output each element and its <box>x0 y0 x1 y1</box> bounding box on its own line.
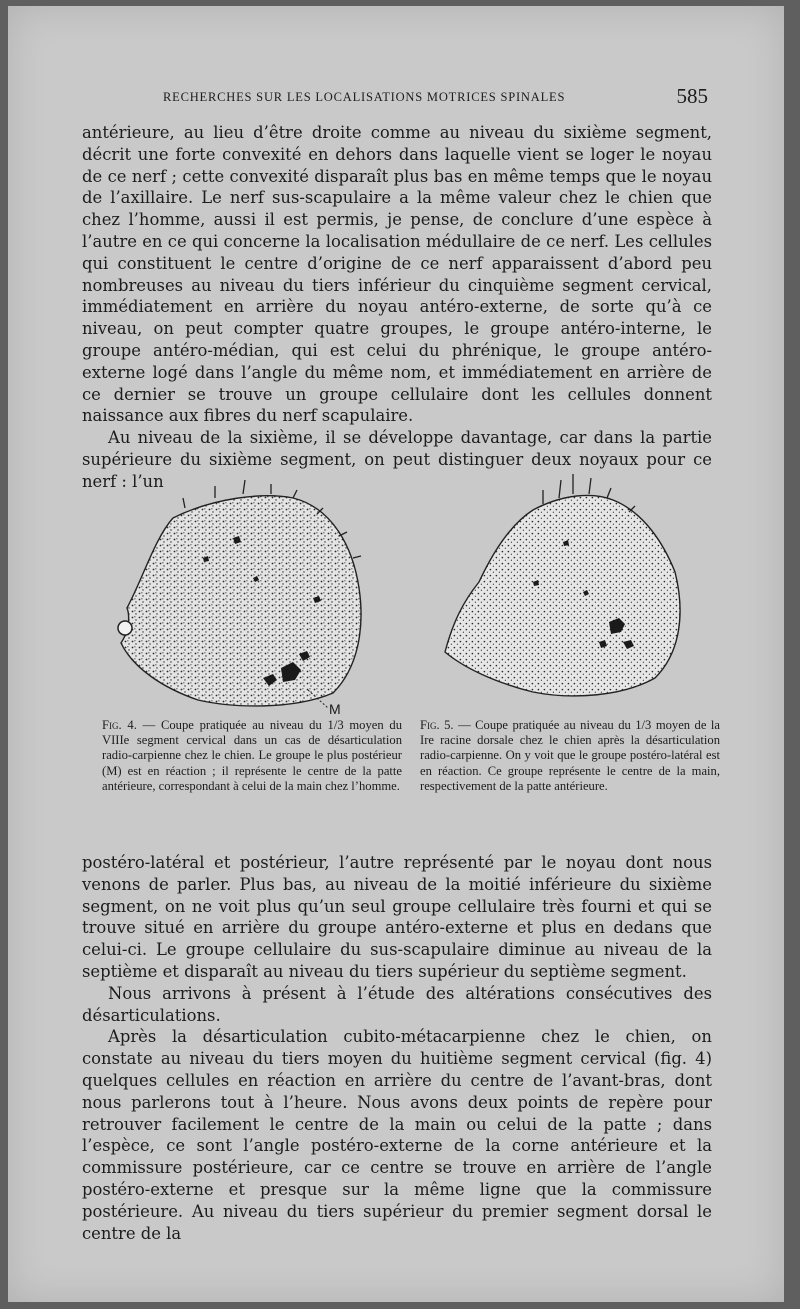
text-after-figures <box>82 852 712 1244</box>
figure-5-label: Fig. 5. <box>420 718 454 732</box>
running-title: RECHERCHES SUR LES LOCALISATIONS MOTRICES SPINALES <box>163 90 566 104</box>
paragraph: antérieure, au lieu d’être droite comme au niveau du sixième segment, décrit une forte convexité en dehors dans laquelle vient se loger le noyau de ce nerf ; cette convexité disparaît plus bas en même temps que le noyau de l’axillaire. Le nerf sus-scapulaire a la même valeur chez le chien que chez l’homme, aussi il est permis, je pense, de conclure d’une espèce à l’autre en ce qui concerne la localisation médullaire de ce nerf. Les cellules qui constituent le centre d’origine de ce nerf apparaissent d’abord peu nombreuses au niveau du tiers inférieur du cinquième segment cervical, immédiatement en arrière du noyau antéro-externe, de sorte qu’à ce niveau, on peut compter quatre groupes, le groupe antéro-interne, le groupe antéro-médian, qui est celui du phrénique, le groupe antéro-externe logé dans l’angle du même nom, et immédiatement en arrière de ce dernier se trouve un groupe cellulaire dont les cellules donnent naissance aux fibres du nerf scapulaire. <box>82 123 712 426</box>
page <box>8 6 784 1302</box>
text-before-figures <box>82 122 712 493</box>
figure-5-caption-text: — Coupe pratiquée au niveau du 1/3 moyen de la Ire racine dorsale chez le chien après la désarticulation radio-carpienne. On y voit que le groupe postéro-latéral est en réaction. Ce groupe représente le centre de la main, respectivement de la patte antérieure. <box>420 718 721 793</box>
figure-4-marker: M <box>329 701 341 717</box>
figure-area <box>8 468 784 828</box>
running-header <box>8 84 784 108</box>
figure-4-caption <box>102 718 402 794</box>
paragraph: Après la désarticulation cubito-métacarpienne chez le chien, on constate au niveau du tiers moyen du huitième segment cervical (fig. 4) quelques cellules en réaction en arrière du centre de l’avant-bras, dont nous parlerons tout à l’heure. Nous avons deux points de repère pour retrouver facilement le centre de la main ou celui de la patte ; dans l’espèce, ce sont l’angle postéro-externe de la corne antérieure et la commissure postérieure, car ce centre se trouve en arrière de l’angle postéro-externe et presque sur la même ligne que la commissure postérieure. Au niveau du tiers supérieur du premier segment dorsal le centre de la <box>82 1027 712 1243</box>
paragraph: Nous arrivons à présent à l’étude des altérations consécutives des désarticulations. <box>82 983 712 1025</box>
paragraph: Au niveau de la sixième, il se développe davantage, car dans la partie supérieure du sixième segment, on peut distinguer deux noyaux pour ce nerf : l’un <box>82 428 712 491</box>
figure-4-drawing <box>103 478 393 718</box>
paragraph: postéro-latéral et postérieur, l’autre représenté par le noyau dont nous venons de parler. Plus bas, au niveau de la moitié inférieure du sixième segment, on ne voit plus qu’un seul groupe cellulaire très fourni et qui se trouve situé en arrière du groupe antéro-externe et plus en dedans que celui-ci. Le groupe cellulaire du sus-scapulaire diminue au niveau de la septième et disparaît au niveau du tiers supérieur du septième segment. <box>82 853 712 981</box>
figure-5-drawing <box>423 472 703 704</box>
page-number: 585 <box>676 84 708 108</box>
figure-5-caption <box>420 718 720 794</box>
figure-4-label: Fig. 4. <box>102 718 137 732</box>
figure-4-caption-text: — Coupe pratiquée au niveau du 1/3 moyen du VIIIe segment cervical dans un cas de désarticulation radio-carpienne chez le chien. Le groupe le plus postérieur (M) est en réaction ; il représente le centre de la patte antérieure, correspondant à celui de la main chez l’homme. <box>102 718 402 793</box>
